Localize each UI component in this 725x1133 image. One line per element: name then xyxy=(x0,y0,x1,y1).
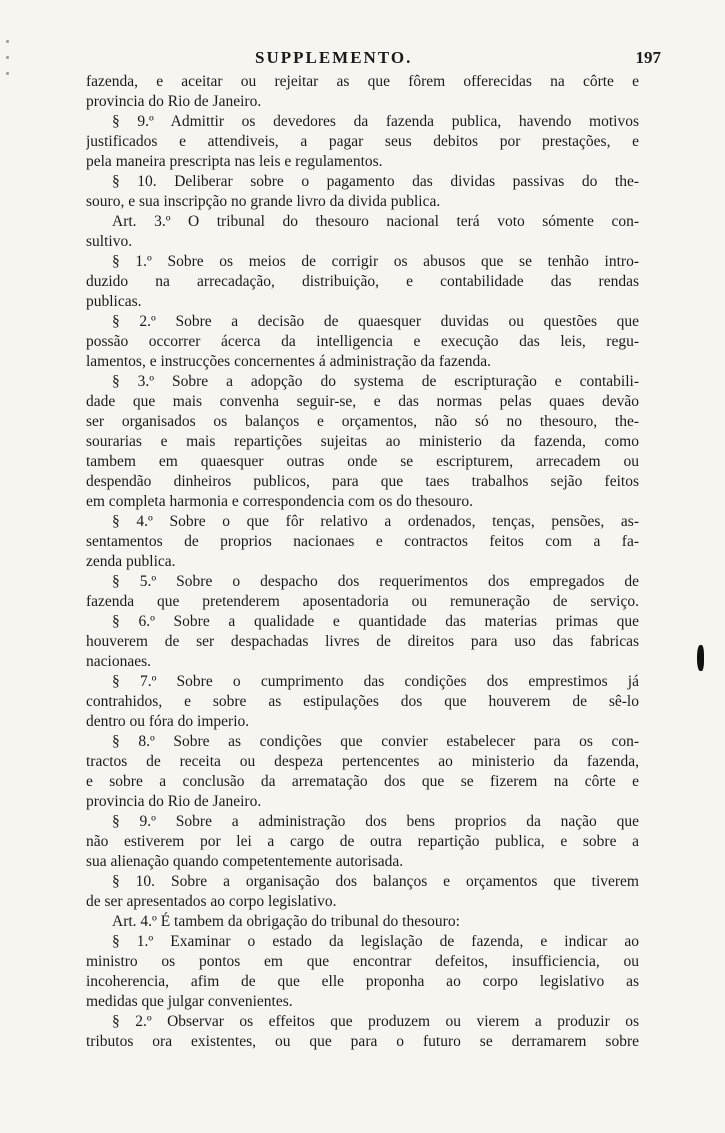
text-line: dade que mais convenha seguir-se, e das normas pelas quaes devão xyxy=(86,393,639,410)
text-line: ser organisados os balanços e orçamentos, não só no thesouro, the- xyxy=(86,413,639,430)
page-header xyxy=(0,48,725,72)
text-line: provincia do Rio de Janeiro. xyxy=(86,93,262,110)
text-line: duzido na arrecadação, distribuição, e contabilidade das rendas xyxy=(86,273,639,290)
text-line: pela maneira prescripta nas leis e regulamentos. xyxy=(86,153,383,170)
text-line: contrahidos, e sobre as estipulações dos que houverem de sê-lo xyxy=(86,693,639,710)
text-line: § 9.º Sobre a administração dos bens proprios da nação que xyxy=(112,813,639,830)
page-number: 197 xyxy=(635,48,661,67)
text-line: § 1.º Sobre os meios de corrigir os abusos que se tenhão intro- xyxy=(112,253,639,270)
text-line: § 5.º Sobre o despacho dos requerimentos dos empregados de xyxy=(112,573,639,590)
text-line: § 10. Sobre a organisação dos balanços e orçamentos que tiverem xyxy=(112,873,639,890)
text-line: souro, e sua inscripção no grande livro da divida publica. xyxy=(86,193,441,210)
text-line: sourarias e mais repartições sujeitas ao ministerio da fazenda, como xyxy=(86,433,639,450)
text-line: houverem de ser despachadas livres de direitos para uso das fabricas xyxy=(86,633,639,650)
running-title: SUPPLEMENTO. xyxy=(255,48,413,67)
text-line: publicas. xyxy=(86,293,142,310)
text-line: sua alienação quando competentemente autorisada. xyxy=(86,853,404,870)
text-line: e sobre a conclusão da arrematação dos que se fizerem na côrte e xyxy=(86,773,639,790)
text-line: nacionaes. xyxy=(86,653,151,670)
binding-hole xyxy=(6,72,9,75)
text-line: dentro ou fóra do imperio. xyxy=(86,713,250,730)
text-line: lamentos, e instrucções concernentes á administração da fazenda. xyxy=(86,353,491,370)
text-line: § 2.º Sobre a decisão de quaesquer duvidas ou questões que xyxy=(112,313,639,330)
text-line: justificados e attendiveis, a pagar seus debitos por prestações, e xyxy=(86,133,639,150)
text-line: § 2.º Observar os effeitos que produzem ou vierem a produzir os xyxy=(112,1013,639,1030)
text-line: em completa harmonia e correspondencia com os do thesouro. xyxy=(86,493,473,510)
text-line: tributos ora existentes, ou que para o futuro se derramarem sobre xyxy=(86,1033,639,1050)
text-line: possão occorrer ácerca da intelligencia e execução das leis, regu- xyxy=(86,333,639,350)
text-line: sentamentos de proprios nacionaes e contractos feitos com a fa- xyxy=(86,533,639,550)
text-line: provincia do Rio de Janeiro. xyxy=(86,793,262,810)
text-line: § 8.º Sobre as condições que convier estabelecer para os con- xyxy=(112,733,639,750)
text-line: fazenda que pretenderem aposentadoria ou remuneração de serviço. xyxy=(86,593,639,610)
text-line: Art. 4.º É tambem da obrigação do tribunal do thesouro: xyxy=(112,913,460,930)
text-line: zenda publica. xyxy=(86,553,176,570)
text-line: § 9.º Admittir os devedores da fazenda publica, havendo motivos xyxy=(112,113,639,130)
text-line: Art. 3.º O tribunal do thesouro nacional terá voto sómente con- xyxy=(112,213,639,230)
text-line: § 4.º Sobre o que fôr relativo a ordenados, tenças, pensões, as- xyxy=(112,513,639,530)
text-line: tractos de receita ou despeza pertencentes ao ministerio da fazenda, xyxy=(86,753,639,770)
text-line: § 6.º Sobre a qualidade e quantidade das materias primas que xyxy=(112,613,639,630)
binding-hole xyxy=(6,40,9,43)
text-line: medidas que julgar convenientes. xyxy=(86,993,293,1010)
text-line: ministro os pontos em que encontrar defeitos, insufficiencia, ou xyxy=(86,953,639,970)
text-line: não estiverem por lei a cargo de outra repartição publica, e sobre a xyxy=(86,833,639,850)
text-line: incoherencia, afim de que elle proponha ao corpo legislativo as xyxy=(86,973,639,990)
text-line: de ser apresentados ao corpo legislativo. xyxy=(86,893,337,910)
text-line: § 3.º Sobre a adopção do systema de escripturação e contabili- xyxy=(112,373,639,390)
text-line: § 1.º Examinar o estado da legislação de fazenda, e indicar ao xyxy=(112,933,639,950)
ink-blot-mark xyxy=(697,645,704,671)
text-line: fazenda, e aceitar ou rejeitar as que fôrem offerecidas na côrte e xyxy=(86,73,639,90)
text-line: § 10. Deliberar sobre o pagamento das dividas passivas do the- xyxy=(112,173,639,190)
text-line: sultivo. xyxy=(86,233,133,250)
text-line: tambem em quaesquer outras onde se escripturem, arrecadem ou xyxy=(86,453,639,470)
text-line: despendão dinheiros publicos, para que taes trabalhos sejão feitos xyxy=(86,473,639,490)
text-line: § 7.º Sobre o cumprimento das condições dos emprestimos já xyxy=(112,673,639,690)
